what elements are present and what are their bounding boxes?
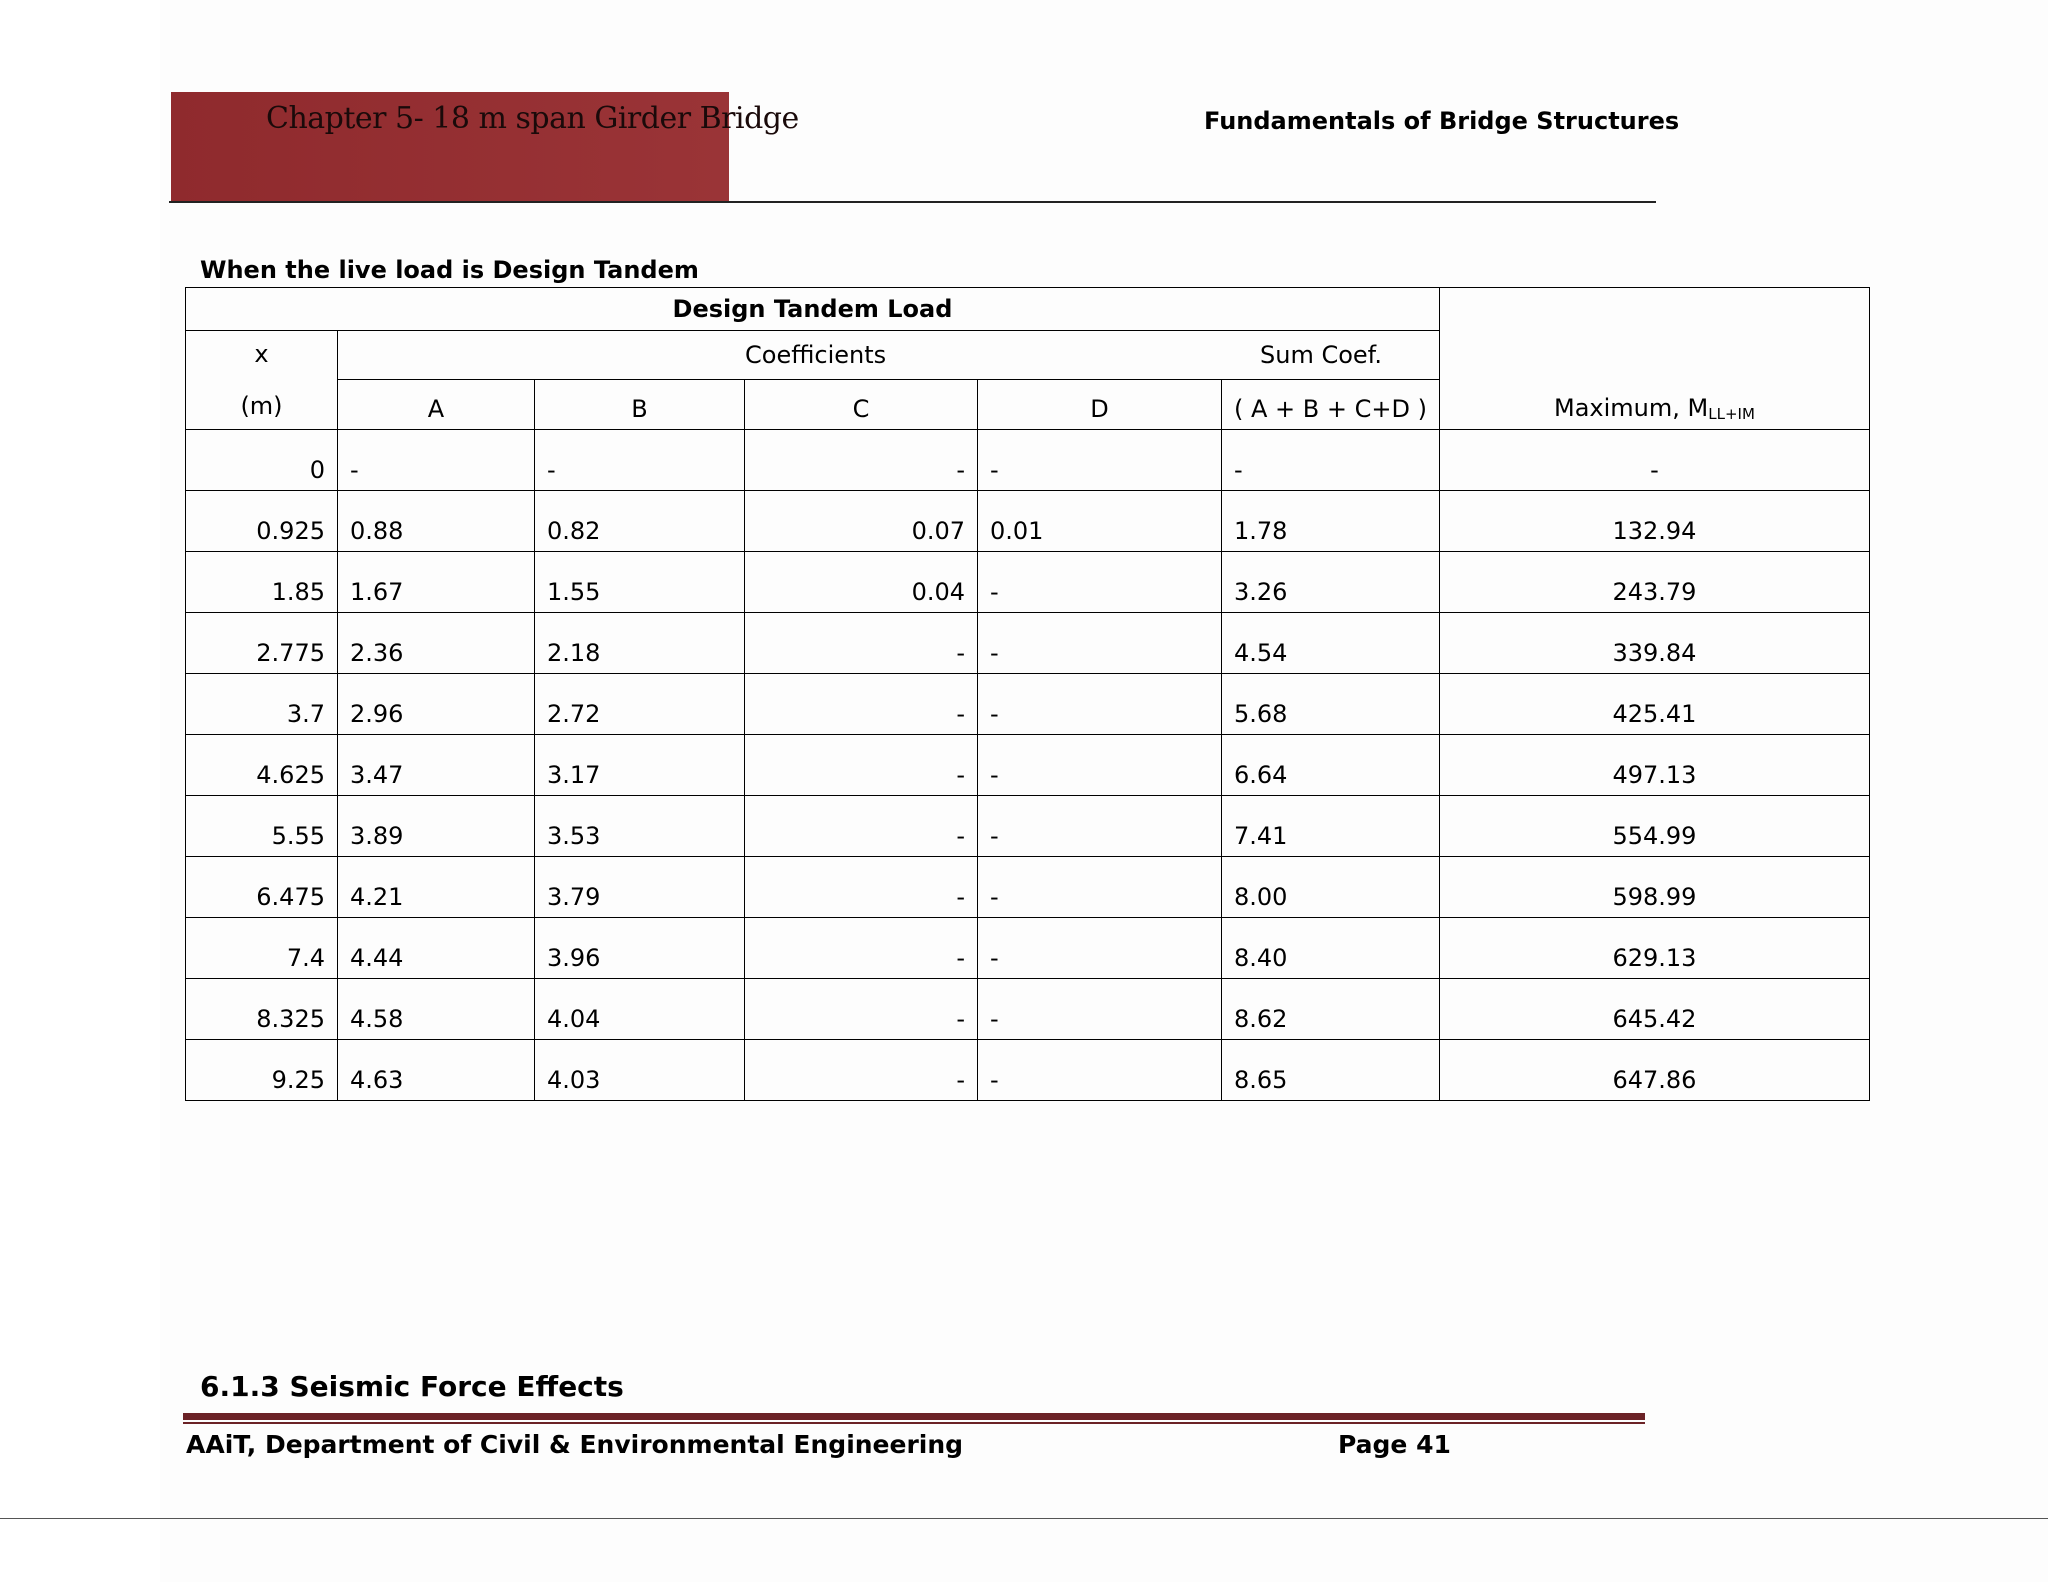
cell-x: 2.775 xyxy=(186,613,338,674)
cell-a: 3.89 xyxy=(338,796,535,857)
cell-c: - xyxy=(745,857,978,918)
cell-sum: 7.41 xyxy=(1222,796,1440,857)
cell-c: 0.04 xyxy=(745,552,978,613)
cell-d: - xyxy=(978,979,1222,1040)
table-row xyxy=(186,552,1870,613)
table-row xyxy=(186,491,1870,552)
cell-x: 8.325 xyxy=(186,979,338,1040)
cell-c: - xyxy=(745,796,978,857)
cell-d: 0.01 xyxy=(978,491,1222,552)
cell-x: 1.85 xyxy=(186,552,338,613)
chapter-title: Chapter 5- 18 m span Girder Bridge xyxy=(266,101,799,136)
table-row xyxy=(186,735,1870,796)
cell-x: 0 xyxy=(186,430,338,491)
cell-sum: 3.26 xyxy=(1222,552,1440,613)
cell-c: - xyxy=(745,979,978,1040)
header-rule xyxy=(169,201,1656,203)
cell-d: - xyxy=(978,430,1222,491)
cell-max: 629.13 xyxy=(1439,918,1869,979)
cell-b: 2.72 xyxy=(535,674,745,735)
cell-x: 5.55 xyxy=(186,796,338,857)
col-header-b: B xyxy=(535,380,745,430)
col-header-sum: ( A + B + C+D ) xyxy=(1222,380,1440,430)
cell-b: 1.55 xyxy=(535,552,745,613)
cell-a: 1.67 xyxy=(338,552,535,613)
cell-sum: 5.68 xyxy=(1222,674,1440,735)
cell-max: 425.41 xyxy=(1439,674,1869,735)
table-row xyxy=(186,918,1870,979)
cell-max: 339.84 xyxy=(1439,613,1869,674)
table-row xyxy=(186,979,1870,1040)
cell-x: 3.7 xyxy=(186,674,338,735)
table-title: Design Tandem Load xyxy=(186,288,1440,331)
cell-d: - xyxy=(978,918,1222,979)
x-header: x (m) xyxy=(186,331,338,430)
cell-x: 6.475 xyxy=(186,857,338,918)
cell-a: 2.36 xyxy=(338,613,535,674)
section-caption: When the live load is Design Tandem xyxy=(200,256,699,284)
cell-sum: 1.78 xyxy=(1222,491,1440,552)
cell-d: - xyxy=(978,613,1222,674)
cell-sum: 8.00 xyxy=(1222,857,1440,918)
cell-max: 598.99 xyxy=(1439,857,1869,918)
cell-c: - xyxy=(745,1040,978,1101)
cell-b: 3.17 xyxy=(535,735,745,796)
cell-a: 4.21 xyxy=(338,857,535,918)
cell-max: 497.13 xyxy=(1439,735,1869,796)
footer-rule-thick xyxy=(183,1413,1645,1420)
cell-max: 554.99 xyxy=(1439,796,1869,857)
cell-max: 645.42 xyxy=(1439,979,1869,1040)
cell-b: 4.03 xyxy=(535,1040,745,1101)
cell-c: 0.07 xyxy=(745,491,978,552)
col-header-a: A xyxy=(338,380,535,430)
col-header-d: D xyxy=(978,380,1222,430)
next-section-heading: 6.1.3 Seismic Force Effects xyxy=(200,1370,624,1403)
cell-b: 0.82 xyxy=(535,491,745,552)
cell-a: 4.63 xyxy=(338,1040,535,1101)
cell-b: - xyxy=(535,430,745,491)
cell-max: - xyxy=(1439,430,1869,491)
table-row xyxy=(186,674,1870,735)
cell-max: 132.94 xyxy=(1439,491,1869,552)
cell-c: - xyxy=(745,918,978,979)
cell-sum: - xyxy=(1222,430,1440,491)
table-row xyxy=(186,613,1870,674)
cell-sum: 6.64 xyxy=(1222,735,1440,796)
cell-x: 4.625 xyxy=(186,735,338,796)
coefficients-header: Coefficients Sum Coef. xyxy=(338,331,1440,380)
cell-a: 0.88 xyxy=(338,491,535,552)
cell-a: 2.96 xyxy=(338,674,535,735)
cell-max: 243.79 xyxy=(1439,552,1869,613)
cell-c: - xyxy=(745,674,978,735)
cell-c: - xyxy=(745,430,978,491)
cell-c: - xyxy=(745,735,978,796)
cell-sum: 8.65 xyxy=(1222,1040,1440,1101)
cell-x: 9.25 xyxy=(186,1040,338,1101)
cell-b: 3.96 xyxy=(535,918,745,979)
table-row xyxy=(186,857,1870,918)
page-edge-rule xyxy=(0,1518,2048,1519)
cell-b: 2.18 xyxy=(535,613,745,674)
cell-d: - xyxy=(978,674,1222,735)
cell-x: 0.925 xyxy=(186,491,338,552)
footer-department: AAiT, Department of Civil & Environmental Engineering xyxy=(186,1430,964,1459)
col-header-c: C xyxy=(745,380,978,430)
cell-sum: 8.62 xyxy=(1222,979,1440,1040)
cell-d: - xyxy=(978,796,1222,857)
cell-b: 3.53 xyxy=(535,796,745,857)
cell-a: 4.58 xyxy=(338,979,535,1040)
footer-page-number: Page 41 xyxy=(1338,1430,1451,1459)
book-title: Fundamentals of Bridge Structures xyxy=(1204,107,1680,135)
cell-sum: 8.40 xyxy=(1222,918,1440,979)
footer-rule-thin xyxy=(183,1422,1645,1424)
table-row xyxy=(186,796,1870,857)
cell-a: 3.47 xyxy=(338,735,535,796)
cell-x: 7.4 xyxy=(186,918,338,979)
max-moment-header: Maximum, $M_{LL+IM}$ xyxy=(1439,288,1869,430)
cell-d: - xyxy=(978,1040,1222,1101)
table-row xyxy=(186,430,1870,491)
cell-a: 4.44 xyxy=(338,918,535,979)
cell-b: 4.04 xyxy=(535,979,745,1040)
cell-a: - xyxy=(338,430,535,491)
cell-d: - xyxy=(978,857,1222,918)
cell-c: - xyxy=(745,613,978,674)
cell-d: - xyxy=(978,552,1222,613)
cell-sum: 4.54 xyxy=(1222,613,1440,674)
cell-max: 647.86 xyxy=(1439,1040,1869,1101)
design-tandem-table xyxy=(185,287,1870,1101)
table-row xyxy=(186,1040,1870,1101)
cell-b: 3.79 xyxy=(535,857,745,918)
cell-d: - xyxy=(978,735,1222,796)
